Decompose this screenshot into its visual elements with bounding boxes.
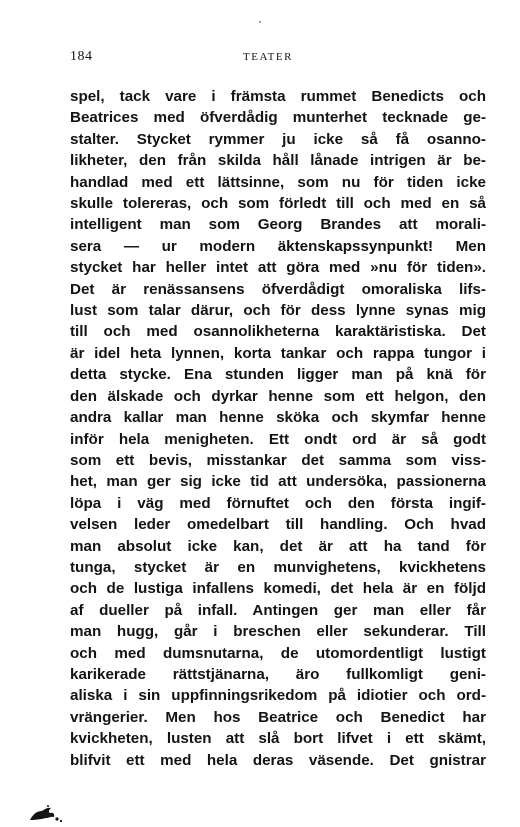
text-line: stycket har heller intet att göra med »nu för tiden».	[70, 259, 486, 277]
text-line: lust som talar därur, och för dess lynne synas mig	[70, 302, 486, 320]
body-text	[70, 86, 486, 771]
text-line: velsen leder omedelbart till handling. Och hvad	[70, 516, 486, 534]
text-line: löpa i väg med förnuftet och den första ingif-	[70, 494, 486, 512]
text-line: och med dumsnutarna, de utomordentligt lustigt	[70, 644, 486, 662]
text-line: till och med osannolikheterna karaktäristiska. Det	[70, 323, 486, 341]
text-line: spel, tack vare i främsta rummet Benedicts och	[70, 88, 486, 105]
text-line: man absolut icke kan, det är att ha tand för	[70, 537, 486, 555]
text-line: karikerade rättstjänarna, äro fullkomligt geni-	[70, 665, 486, 683]
text-line: blifvit ett med hela deras väsende. Det gnistrar	[70, 751, 486, 769]
text-line: aliska i sin uppfinningsrikedom på idiotier och ord-	[70, 687, 486, 705]
text-line: Beatrices med öfverdådig munterhet tecknade ge-	[70, 109, 486, 127]
text-line: är idel heta lynnen, korta tankar och rappa tungor i	[70, 344, 486, 362]
text-line: sera — ur modern äktenskapssynpunkt! Men	[70, 237, 486, 255]
page-number: 184	[70, 49, 93, 64]
text-line: detta stycke. Ena stunden ligger man på knä för	[70, 366, 486, 384]
text-line: kvickheten, lusten att slå bort lifvet i ett skämt,	[70, 730, 486, 748]
text-line: inför hela menigheten. Ett ondt ord är så godt	[70, 430, 486, 448]
text-line: stalter. Stycket rymmer ju icke så få osanno-	[70, 130, 486, 148]
text-line: af dueller på infall. Antingen ger man eller får	[70, 601, 486, 619]
text-line: skulle tolereras, och som förledt till och med en så	[70, 195, 486, 213]
text-line: som ett bevis, misstankar det samma som viss-	[70, 451, 486, 469]
text-line: den älskade och dyrkar henne som ett helgon, den	[70, 387, 486, 405]
text-line: vrängerier. Men hos Beatrice och Benedict har	[70, 708, 486, 726]
text-line: och de lustiga infallens komedi, det hela är en följd	[70, 580, 486, 598]
text-line: intelligent man som Georg Brandes att morali-	[70, 216, 486, 234]
text-line: likheter, den från skilda håll lånade intrigen är be-	[70, 152, 486, 170]
text-line: man hugg, går i breschen eller sekunderar. Till	[70, 623, 486, 641]
text-line: handlad med ett lättsinne, som nu för tiden icke	[70, 173, 486, 191]
ink-blot-ornament-icon	[27, 800, 67, 824]
print-speck-icon	[259, 21, 261, 23]
text-line: andra kallar man henne sköka och skymfar henne	[70, 409, 486, 427]
running-title: TEATER	[243, 51, 293, 63]
text-line: Det är renässansens öfverdådigt omoraliska lifs-	[70, 280, 486, 298]
text-line: tunga, stycket är en munvighetens, kvickhetens	[70, 558, 486, 576]
text-line: het, man ger sig icke tid att undersöka, passionerna	[70, 473, 486, 491]
